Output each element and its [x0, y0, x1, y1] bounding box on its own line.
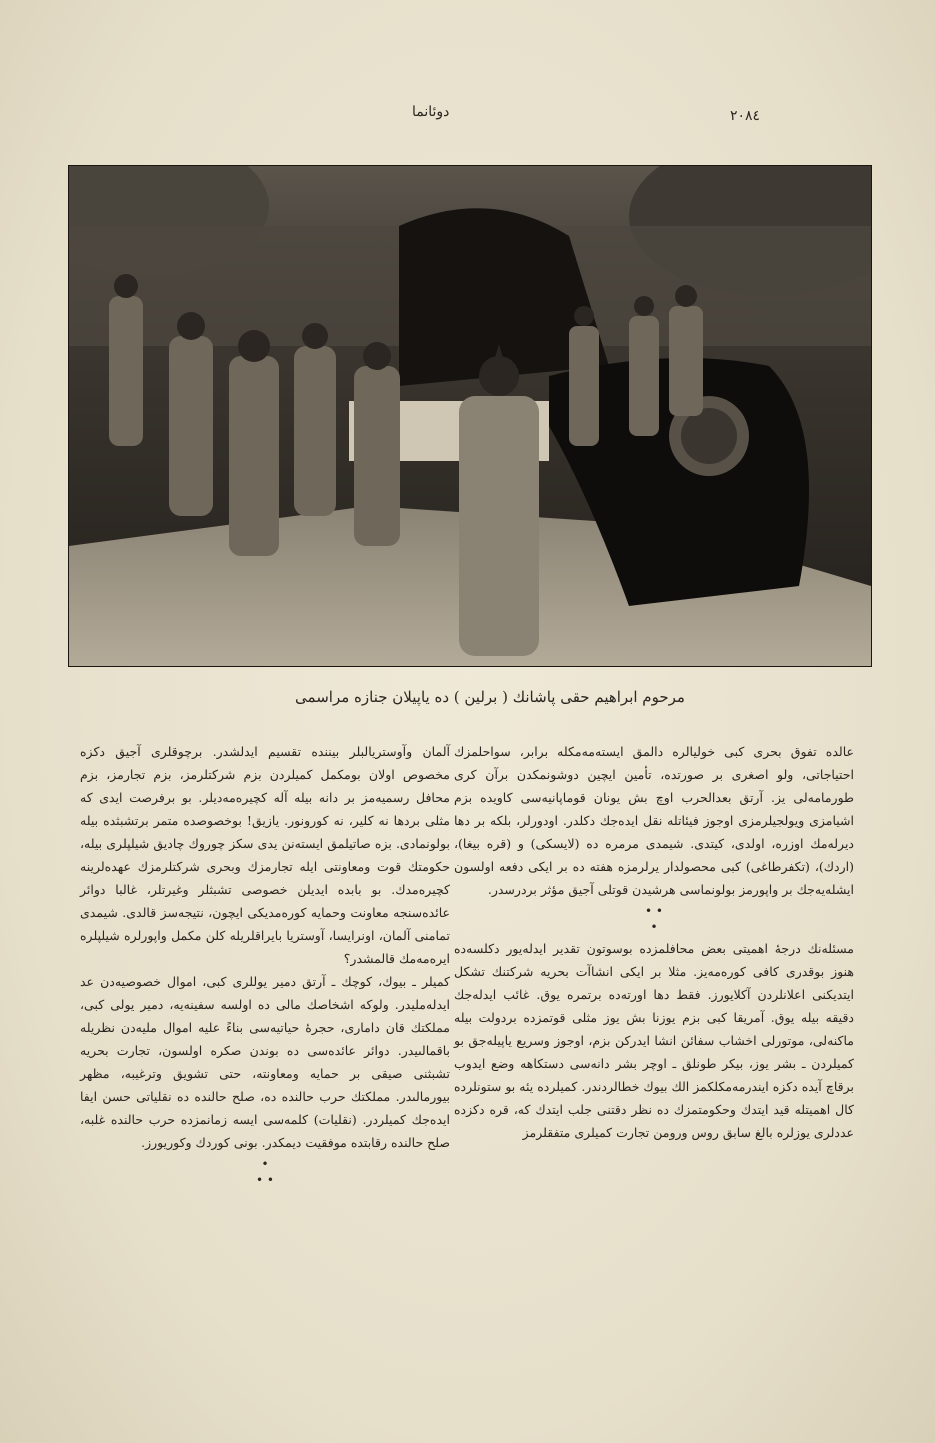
- paragraph: مسئلەنك درجۀ اهميتى بعض محافلمزده بوسوتون تقدير ايدلەيور دكلسەده هنوز بوقدرى كافى كورەمەيز. مثلا بر ايكى انشاآت بحريه شركتنك تشكل ايتديكنى اعلانلردن آكلايورز. فقط دها اورتەده برتمره يوق. غائب ايدلەجك دقيقه بيله يوق. آمريقا كبى بزم يوزنا بش يوز مثلى قوتمزده بردولت بيله ماكنەلى، موتورلى اخشاب سفائن انشا ايدركن بزم، اوجوز وسريع ياپيلەجق بو كميلردن ـ بشر يوز، بيكر طونلق ـ اوچر بشر دانەسى دستكاهه وضع ايدوب برقاچ آيده دكزه ايندرمەمكلكمز الك بيوك خطالردندر. كميلرده يئه بو ستونلرده كال اهميتله قيد ايتدك وحكومتمزك ده نظر دقتنى جلب ايتدك كه، قره دكزده عددلرى يوزلره بالغ سابق روس ورومن تجارت كميلرى متفقلرمز: [454, 941, 854, 1140]
- paragraph: عالده تفوق بحرى كبى خوليالره دالمق ايستەمەمكله برابر، سواحلمزك احتياجاتى، ولو اصغرى بر صورتده، تأمين ايچين دوشونمكدن برآن كرى طورمامەلى يز. آرتق بعدالحرب اوچ بش يونان قوماپانيەسى كاويده بزم اشيامزى ويولجيلرمزى اوجوز فيئاتله نقل ايدەجك دكلدر. اودورلر، بلكه بر دها ديرلەمك اوزره، اولدى، كيتدى. شيمدى مرمره ده (لايسكى) و (قره بيغا)، (اردك)، (تكفرطاغى) كبى محصولدار يرلرمزه هفته ده بر ايكى دفعه اولسون ايشلەيەجك بر واپورمز بولونماسى هرشيدن قوتلى آجيق مؤثر بردرسدر.: [454, 744, 854, 897]
- funeral-photograph: [68, 165, 872, 667]
- photo-caption: مرحوم ابراهيم حقى پاشانك ( برلين ) ده ياپيلان جنازه مراسمى: [295, 688, 685, 706]
- article-column-right: [454, 740, 854, 1144]
- journal-title: دوئانما: [412, 104, 450, 120]
- paragraph: كميلر ـ بيوك، كوچك ـ آرتق دمير يوللرى كبى، اموال خصوصيەدن عد ايدلەمليدر. ولوكه اشخاصك مالى ده اولسه سفينەيه، دمير يولى كبى، مملكتك قان دامارى، حجرۀ حياتيەسى بناءً عليه اموال مليەدن نظريله باقمالىيدر. دوائر عائدەسى ده بوندن صكره اولسون، تجارت بحريه تشبثنى صيقى بر حمايه ومعاونته، حتى تشويق وترغيبه، مظهر بيورمالىدر. مملكتك حرب حالنده ده، صلح حالنده ده نقلياتى حسن ايفا ايدەجك كميلردر. (نقليات) كلمەسى ايسه زمانمزده حرب حالنده غلبه، صلح حالنده رقابتده موفقيت ديمكدر. بونى كوردك وكوريورز.: [80, 974, 450, 1150]
- page-number: ٢٠٨٤: [730, 108, 761, 124]
- paragraph: آلمان وآوستريالبلر بيننده تقسيم ايدلشدر. برچوقلرى آجيق دكزه مخصوص اولان بومكمل كميلردن بزم شركتلرمز، بزم تجارمز، بزم محافل رسميەمز بر دانه بيله آله كچيرەمەديلر. بو برفرصت ايدى كه مثلى بردها نه كلير، نه كورونور. يازيق! بوخصوصده متمر برتشبثده بيله بولونمادى. بزه صاتيلمق ايستەنن يدى سكز چوروك چاديق شيلپلرى بيله، حكومتك قوت ومعاونتى ايله تجارمزك وبحرى شركتلرمزك عهدەلرينه كچيرەمدك. بو بابده ايديلن خصوصى تشبثلر وغيرتلر، غالبا دوائر عائدەسنجه معاونت وحمايه كورەمديكى ايچون، نتيجەسز قالدى. شيمدى تمامنى آلمان، اونرايسا، آوستريا بايراقلريله كلن مكمل واپورلره شيلپلره ايرەمەمك قالمشدر؟: [80, 744, 450, 966]
- section-separator: • • •: [645, 904, 663, 934]
- article-column-left: [80, 740, 450, 1190]
- section-separator: • • •: [256, 1157, 274, 1187]
